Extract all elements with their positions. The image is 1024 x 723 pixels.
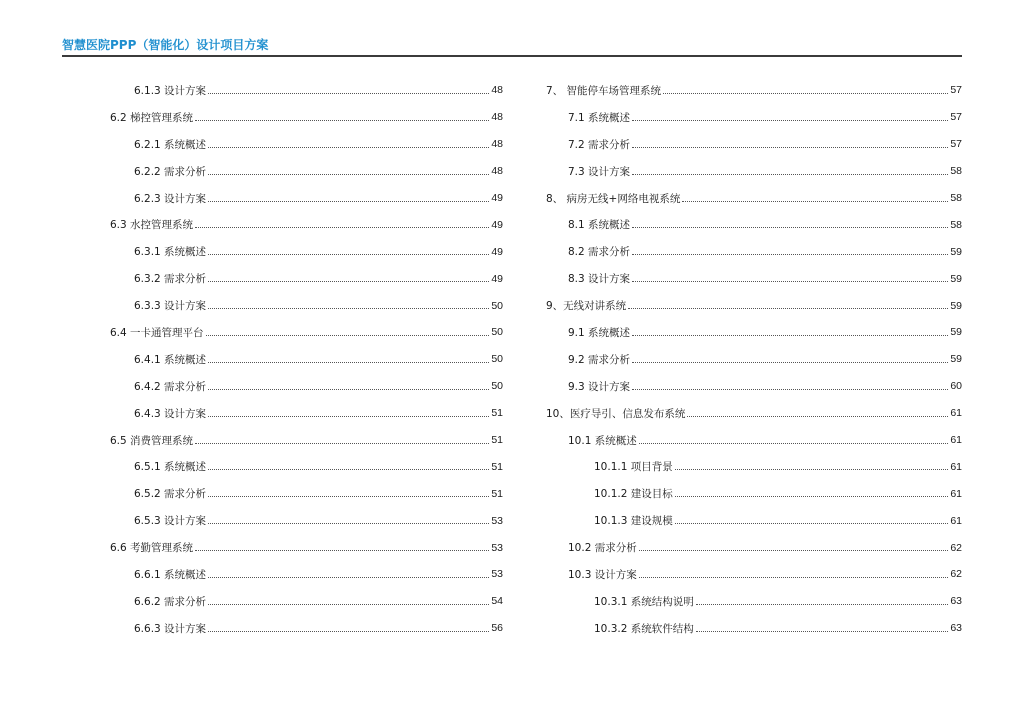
toc-entry-page-number: 51 [491,434,503,447]
toc-entry-page-number: 54 [491,595,503,608]
toc-entry[interactable] [110,480,503,507]
toc-entry[interactable] [546,400,962,427]
toc-entry-page-number: 50 [491,299,503,312]
toc-entry[interactable] [110,588,503,615]
toc-entry-page-number: 60 [950,380,962,393]
toc-entry-page-number: 63 [950,595,962,608]
toc-right-column [546,77,962,642]
dot-leader [195,227,489,228]
dot-leader [208,254,489,255]
toc-entry[interactable] [546,211,962,238]
toc-entry-page-number: 53 [491,514,503,527]
toc-entry[interactable] [110,131,503,158]
toc-entry-title: 8.3 设计方案 [568,273,631,286]
toc-entry-title: 6.5.1 系统概述 [134,461,207,474]
toc-entry-page-number: 58 [950,192,962,204]
toc-entry-page-number: 51 [491,460,503,473]
toc-entry-title: 6.3.3 设计方案 [134,300,207,313]
toc-entry-title: 8、 病房无线+网络电视系统 [546,192,681,205]
dot-leader [632,281,948,282]
dot-leader [208,201,489,202]
toc-entry-title: 10.3 设计方案 [568,568,637,581]
toc-entry[interactable] [110,185,503,212]
dot-leader [632,389,948,390]
dot-leader [208,174,489,175]
toc-entry-title: 6.1.3 设计方案 [134,84,207,97]
toc-entry-page-number: 49 [491,245,503,258]
toc-entry-title: 9.3 设计方案 [568,380,631,393]
dot-leader [632,335,948,336]
toc-entry-title: 6.5.2 需求分析 [134,488,207,501]
dot-leader [208,93,489,94]
toc-entry-title: 9、无线对讲系统 [546,300,627,313]
toc-entry-title: 8.2 需求分析 [568,246,631,259]
toc-entry-title: 6.4.2 需求分析 [134,380,207,393]
document-header-title: 智慧医院PPP（智能化）设计项目方案 [62,38,269,52]
dot-leader [208,389,489,390]
dot-leader [208,577,489,578]
toc-entry-page-number: 51 [491,487,503,500]
dot-leader [208,281,489,282]
dot-leader [663,93,948,94]
toc-entry-page-number: 59 [950,272,962,285]
toc-entry-page-number: 48 [491,111,503,124]
toc-entry-page-number: 57 [950,84,962,97]
toc-entry[interactable] [110,507,503,534]
toc-entry-title: 10.3.1 系统结构说明 [594,595,694,608]
toc-entry-title: 6.3.2 需求分析 [134,273,207,286]
toc-entry-title: 8.1 系统概述 [568,219,631,232]
toc-entry-title: 7.2 需求分析 [568,138,631,151]
toc-entry-title: 6.2.3 设计方案 [134,192,207,205]
toc-entry-title: 10.1.2 建设目标 [594,488,673,501]
dot-leader [208,362,489,363]
toc-entry-title: 7.1 系统概述 [568,111,631,124]
toc-entry-title: 7.3 设计方案 [568,165,631,178]
toc-entry[interactable] [546,346,962,373]
dot-leader [675,523,949,524]
toc-entry-page-number: 58 [950,165,962,178]
dot-leader [208,631,489,632]
toc-entry[interactable] [546,615,962,642]
dot-leader [632,254,948,255]
toc-entry-title: 6.4 一卡通管理平台 [110,326,204,339]
dot-leader [632,120,948,121]
toc-entry-page-number: 56 [491,622,503,635]
dot-leader [208,308,489,309]
toc-entry[interactable] [546,158,962,185]
toc-entry-title: 6.5.3 设计方案 [134,515,207,528]
dot-leader [208,604,489,605]
toc-entry[interactable] [546,319,962,346]
toc-entry-title: 10.2 需求分析 [568,542,637,555]
toc-entry[interactable] [546,453,962,480]
toc-entry[interactable] [110,77,503,104]
toc-entry-title: 6.3 水控管理系统 [110,219,194,232]
toc-entry-page-number: 59 [950,299,962,312]
toc-entry-page-number: 61 [950,434,962,447]
toc-entry-title: 6.6.3 设计方案 [134,622,207,635]
toc-entry[interactable] [110,238,503,265]
toc-entry[interactable] [546,292,962,319]
dot-leader [208,147,489,148]
toc-entry[interactable] [110,211,503,238]
toc-entry-page-number: 51 [491,407,503,420]
dot-leader [696,604,949,605]
toc-entry[interactable] [110,265,503,292]
toc-entry-title: 9.1 系统概述 [568,326,631,339]
dot-leader [639,443,949,444]
toc-entry-page-number: 57 [950,111,962,124]
toc-entry-title: 6.2.2 需求分析 [134,165,207,178]
toc-entry-page-number: 48 [491,165,503,178]
toc-entry-page-number: 48 [491,138,503,151]
toc-entry-page-number: 59 [950,326,962,339]
toc-entry[interactable] [110,292,503,319]
toc-entry-page-number: 61 [950,514,962,527]
dot-leader [675,496,949,497]
dot-leader [195,120,489,121]
toc-entry-page-number: 50 [491,326,503,339]
toc-entry-page-number: 50 [491,380,503,393]
toc-entry-page-number: 63 [950,622,962,635]
toc-entry[interactable] [110,453,503,480]
toc-entry-page-number: 49 [491,192,503,204]
toc-entry-title: 9.2 需求分析 [568,353,631,366]
header-divider [62,55,962,57]
toc-entry[interactable] [546,238,962,265]
toc-entry-page-number: 49 [491,272,503,285]
dot-leader [687,416,948,417]
toc-entry[interactable] [110,346,503,373]
dot-leader [195,550,489,551]
dot-leader [195,443,489,444]
toc-entry-page-number: 62 [950,568,962,581]
dot-leader [208,469,489,470]
toc-entry[interactable] [546,373,962,400]
toc-entry[interactable] [546,185,962,212]
toc-entry-page-number: 62 [950,541,962,554]
toc-entry[interactable] [546,77,962,104]
toc-entry-title: 7、 智能停车场管理系统 [546,84,662,97]
dot-leader [628,308,948,309]
toc-entry-title: 10.1.1 项目背景 [594,461,673,474]
toc-entry-page-number: 53 [491,568,503,581]
toc-entry[interactable] [546,588,962,615]
toc-entry[interactable] [546,561,962,588]
toc-entry-title: 6.4.3 设计方案 [134,407,207,420]
toc-entry[interactable] [546,131,962,158]
toc-entry-title: 6.5 消费管理系统 [110,434,194,447]
toc-entry-page-number: 57 [950,138,962,151]
toc-entry-page-number: 61 [950,460,962,473]
toc-entry[interactable] [546,104,962,131]
dot-leader [682,201,948,202]
toc-entry[interactable] [546,265,962,292]
toc-entry-title: 6.6.1 系统概述 [134,568,207,581]
toc-entry[interactable] [110,561,503,588]
toc-entry-title: 10、医疗导引、信息发布系统 [546,407,686,420]
toc-left-column [110,77,503,642]
dot-leader [639,550,949,551]
toc-entry[interactable] [546,480,962,507]
dot-leader [639,577,949,578]
toc-entry-title: 6.4.1 系统概述 [134,353,207,366]
toc-entry-page-number: 59 [950,245,962,258]
dot-leader [696,631,949,632]
dot-leader [208,496,489,497]
toc-entry-title: 6.6 考勤管理系统 [110,542,194,555]
toc-entry[interactable] [546,534,962,561]
toc-entry-title: 6.6.2 需求分析 [134,595,207,608]
dot-leader [632,362,948,363]
toc-entry-page-number: 61 [950,487,962,500]
toc-entry[interactable] [110,373,503,400]
toc-entry[interactable] [546,507,962,534]
toc-entry-page-number: 59 [950,353,962,366]
dot-leader [206,335,490,336]
toc-entry-page-number: 49 [491,218,503,231]
toc-entry-title: 10.3.2 系统软件结构 [594,622,694,635]
toc-entry-page-number: 58 [950,218,962,231]
toc-entry-title: 6.2.1 系统概述 [134,138,207,151]
toc-entry[interactable] [110,319,503,346]
toc-entry-title: 6.3.1 系统概述 [134,246,207,259]
toc-entry[interactable] [110,534,503,561]
dot-leader [632,147,948,148]
toc-entry[interactable] [110,615,503,642]
dot-leader [208,523,489,524]
dot-leader [675,469,949,470]
toc-entry[interactable] [110,104,503,131]
toc-entry-page-number: 53 [491,541,503,554]
toc-entry-title: 10.1 系统概述 [568,434,637,447]
toc-entry-page-number: 48 [491,84,503,97]
toc-entry-page-number: 61 [950,407,962,420]
toc-entry[interactable] [110,427,503,454]
dot-leader [632,174,948,175]
toc-entry[interactable] [110,158,503,185]
toc-entry-title: 10.1.3 建设规模 [594,515,673,528]
dot-leader [208,416,489,417]
toc-entry-page-number: 50 [491,353,503,366]
dot-leader [632,227,948,228]
toc-entry[interactable] [546,427,962,454]
toc-entry-title: 6.2 梯控管理系统 [110,111,194,124]
toc-entry[interactable] [110,400,503,427]
